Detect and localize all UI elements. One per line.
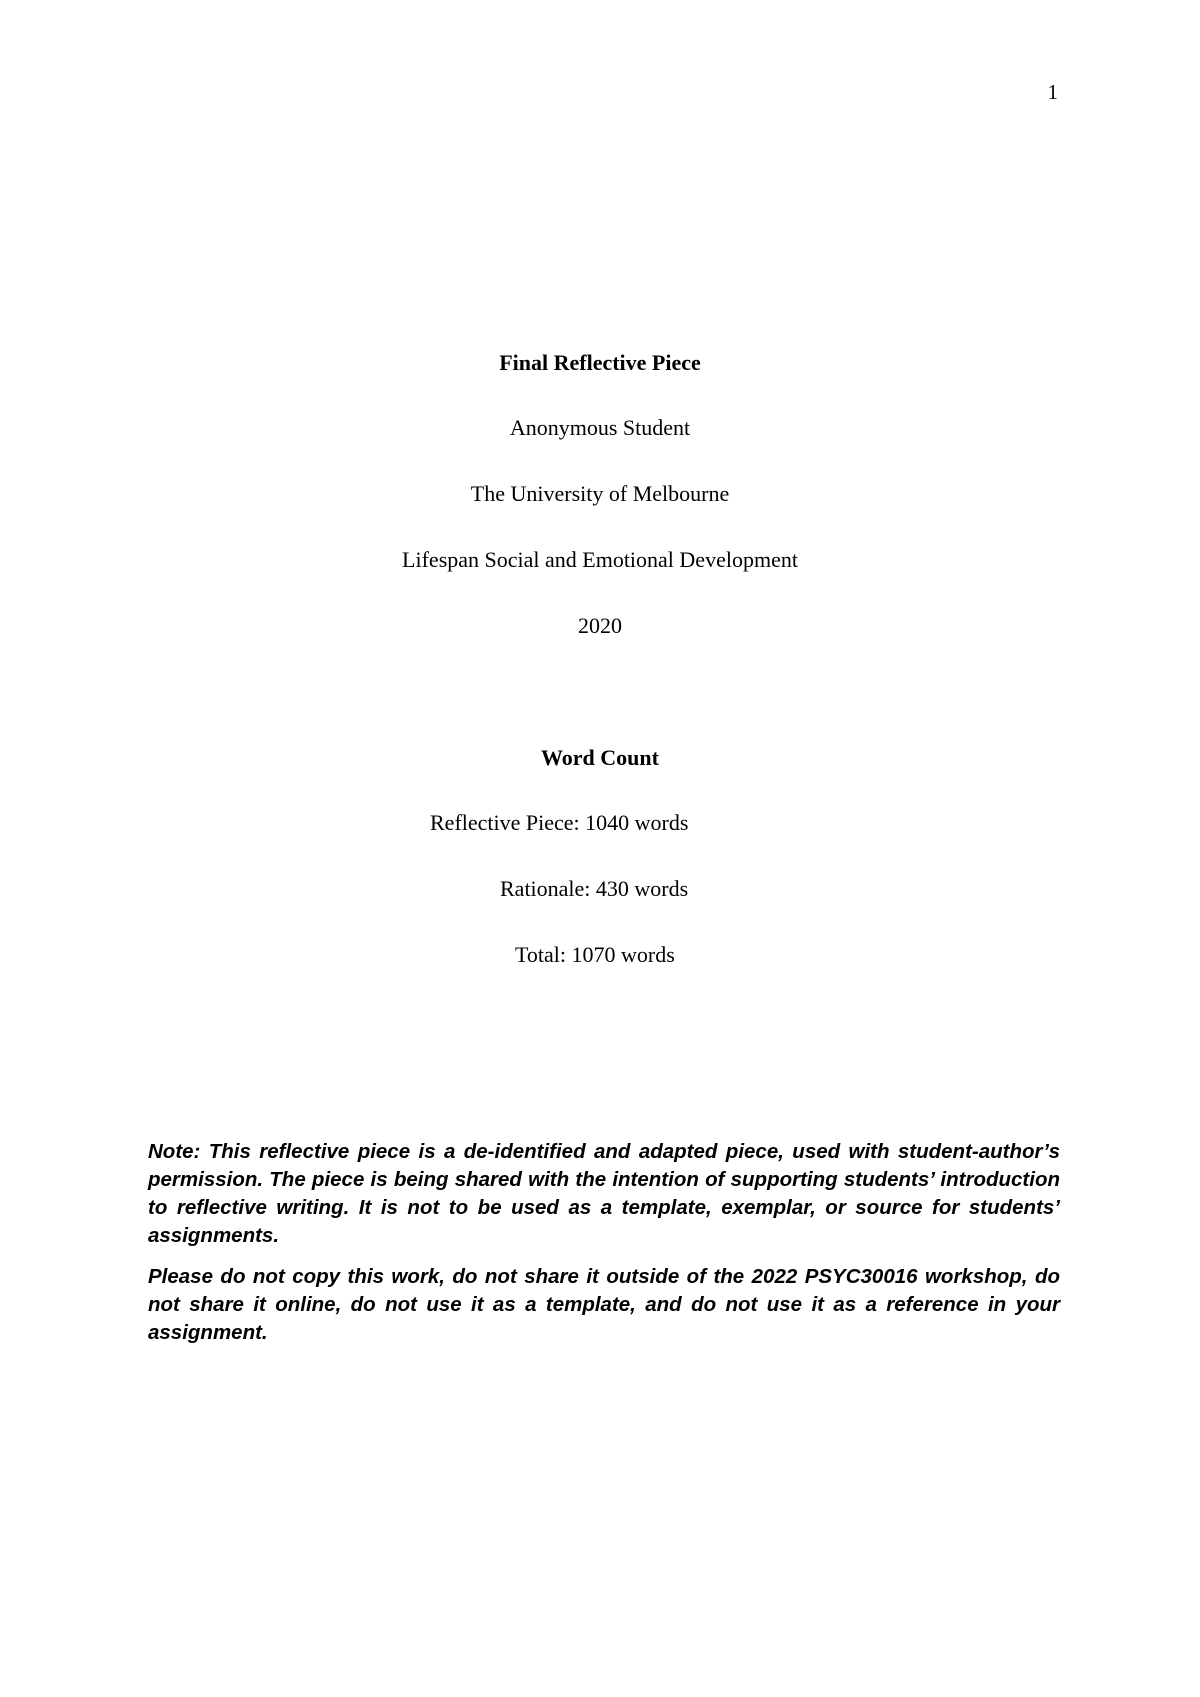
copy-warning-note: Please do not copy this work, do not share it outside of the 2022 PSYC30016 workshop, do not share it online, do not use it as a template, and do not use it as a reference in your assignment. <box>148 1265 1060 1344</box>
word-count-rationale: Rationale: 430 words <box>500 876 689 901</box>
word-count-heading: Word Count <box>541 745 659 770</box>
document-year: 2020 <box>578 613 622 638</box>
word-count-reflective-piece: Reflective Piece: 1040 words <box>430 810 689 835</box>
author-name: Anonymous Student <box>509 415 691 440</box>
course-name: Lifespan Social and Emotional Development <box>402 547 798 572</box>
usage-note: Note: This reflective piece is a de-identified and adapted piece, used with student-author’s permission. The piece is being shared with the intention of supporting students’ introduction to reflective writing. It is not to be used as a template, exemplar, or source for students’ assignments. <box>148 1140 1060 1247</box>
page-number: 1 <box>1047 80 1058 104</box>
document-title: Final Reflective Piece <box>499 350 701 375</box>
word-count-total: Total: 1070 words <box>515 942 675 967</box>
institution-name: The University of Melbourne <box>470 481 730 506</box>
